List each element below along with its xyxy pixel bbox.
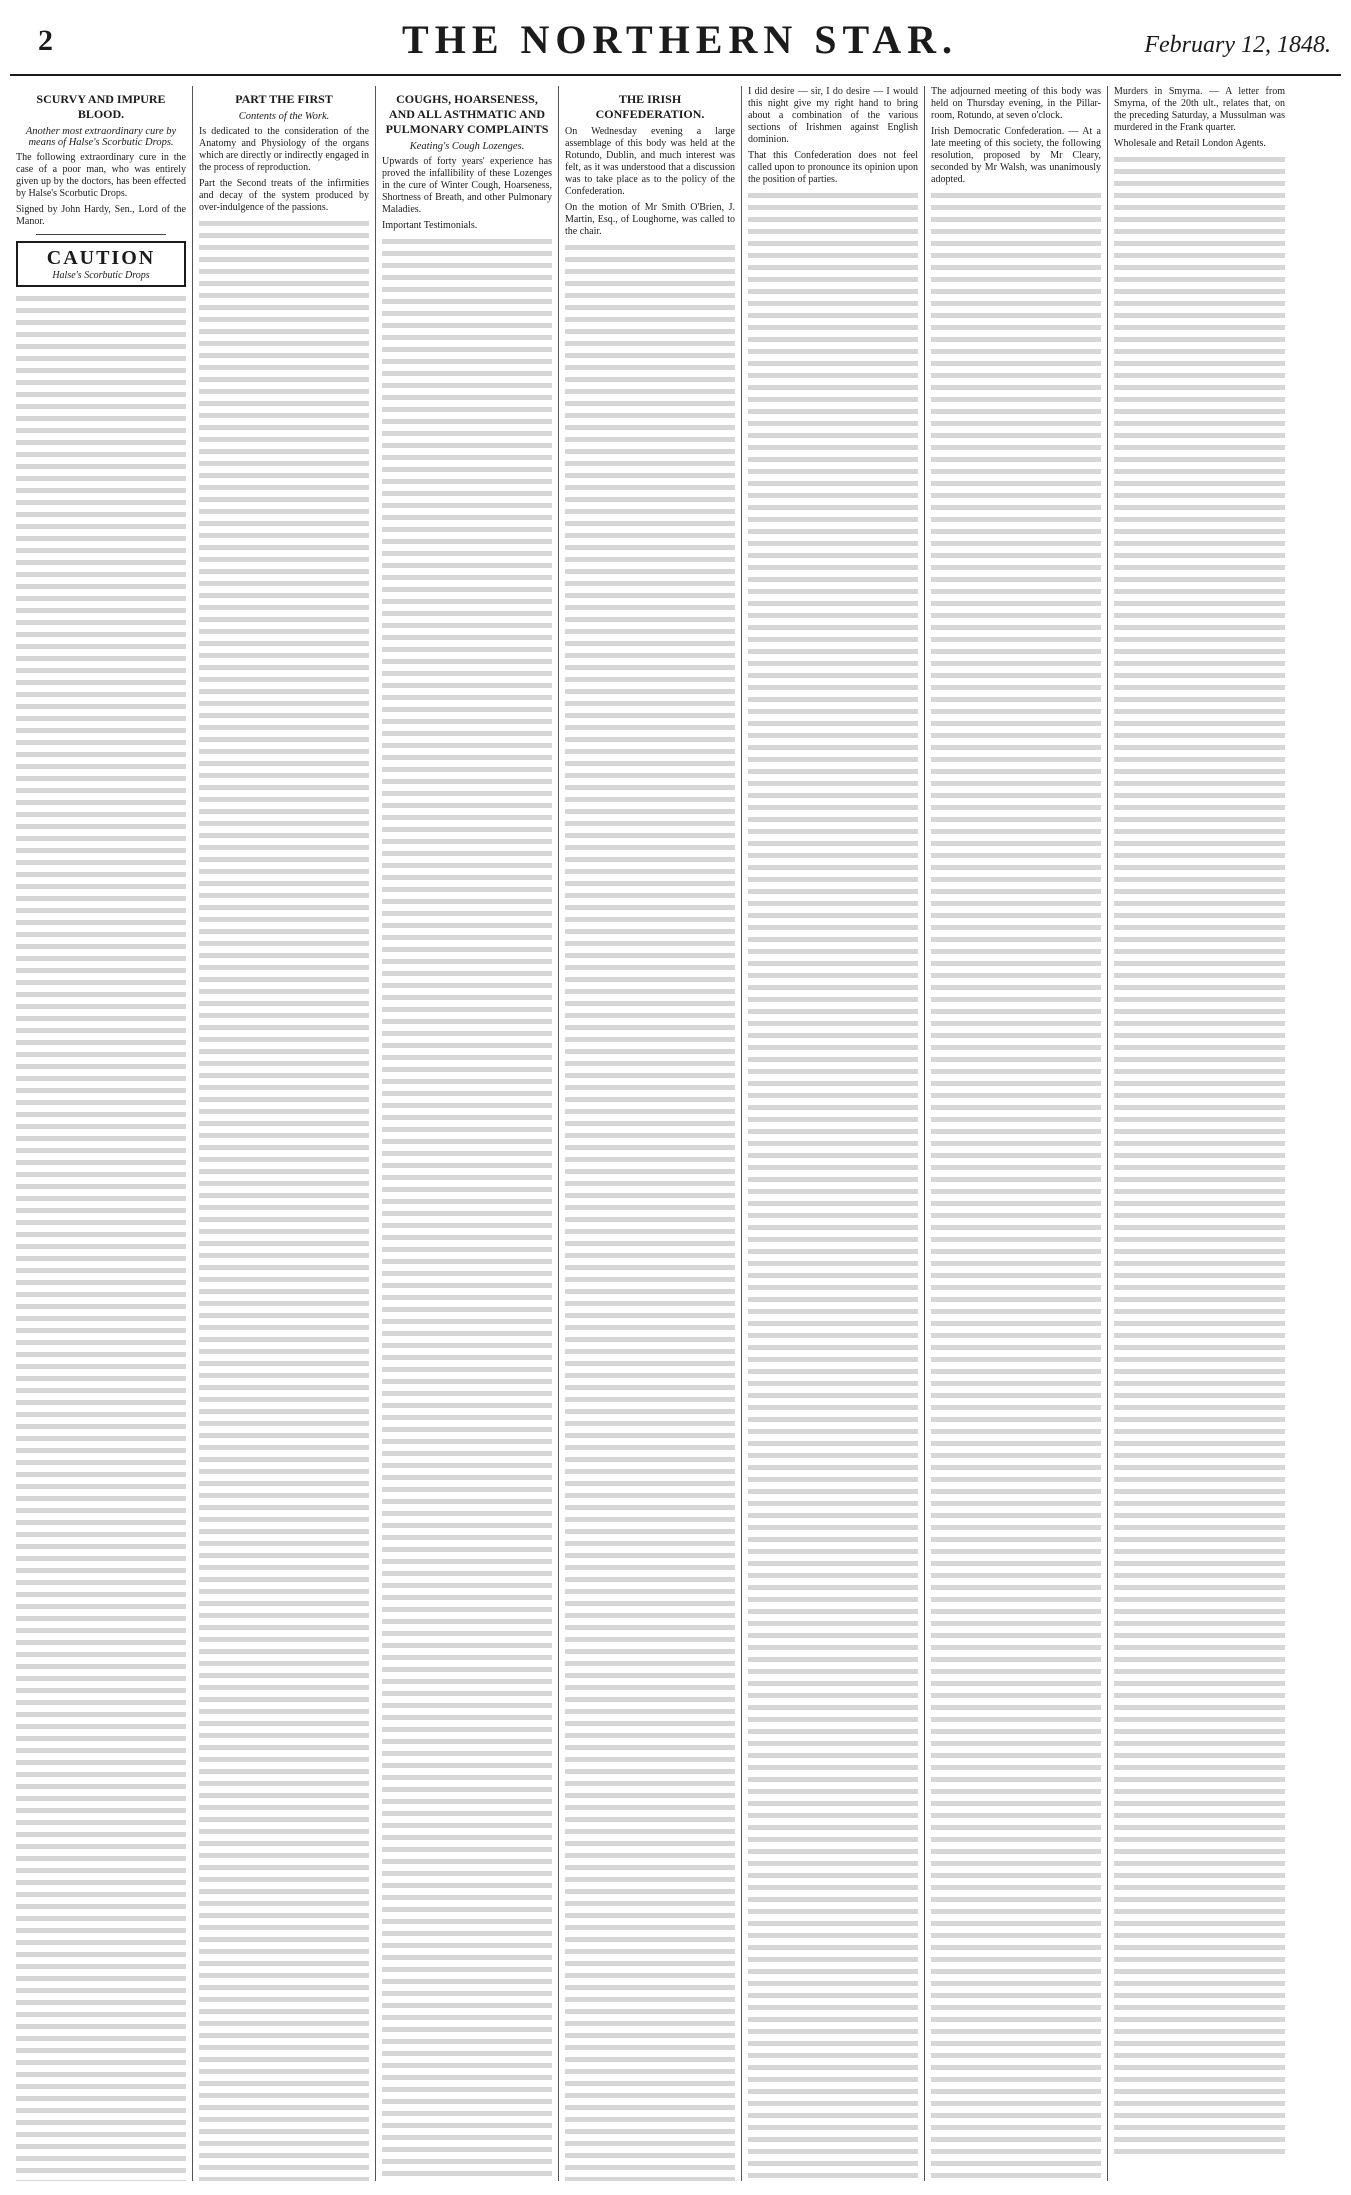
paragraph: I did desire — sir, I do desire — I would this night give my right hand to bring about a combination of the various sections of Irishmen against English dominion.: [748, 86, 918, 145]
text-body: [565, 242, 735, 2181]
paragraph: Part the Second treats of the infirmities and decay of the system produced by over-indulgence of the passions.: [199, 178, 369, 213]
text-body: [382, 236, 552, 2181]
paragraph: Irish Democratic Confederation. — At a late meeting of this society, the following resolution, proposed by Mr Cleary, seconded by Mr Walsh, was unanimously adopted.: [931, 126, 1101, 185]
paragraph: The adjourned meeting of this body was held on Thursday evening, in the Pillar-room, Rotundo, at seven o'clock.: [931, 86, 1101, 121]
text-body: [199, 218, 369, 2181]
column-heading: COUGHS, HOARSENESS, AND ALL ASTHMATIC AND PULMONARY COMPLAINTS: [385, 92, 549, 136]
column-4: [559, 86, 742, 2181]
caution-advert: [16, 241, 186, 287]
column-2: [193, 86, 376, 2181]
paragraph: The following extraordinary cure in the case of a poor man, who was entirely given up by the doctors, has been effected by Halse's Scorbutic Drops.: [16, 152, 186, 199]
columns: [10, 86, 1341, 2181]
text-body: [931, 190, 1101, 2181]
paragraph: Upwards of forty years' experience has proved the infallibility of these Lozenges in the cure of Winter Cough, Hoarseness, Shortness of Breath, and other Pulmonary Maladies.: [382, 156, 552, 215]
caution-label: CAUTION: [46, 247, 156, 269]
column-heading: THE IRISH CONFEDERATION.: [595, 92, 705, 121]
column-5: [742, 86, 925, 2181]
column-heading: SCURVY AND IMPURE BLOOD.: [36, 92, 166, 121]
column-3: [376, 86, 559, 2181]
paragraph: Wholesale and Retail London Agents.: [1114, 138, 1266, 149]
caution-sub: Halse's Scorbutic Drops: [52, 270, 150, 281]
issue-date: February 12, 1848.: [1144, 32, 1331, 58]
paragraph: On the motion of Mr Smith O'Brien, J. Martin, Esq., of Loughorne, was called to the chair.: [565, 202, 735, 237]
paragraph: Murders in Smyrna. — A letter from Smyrna, of the 20th ult., relates that, on the preceding Saturday, a Mussulman was murdered in the Frank quarter.: [1114, 86, 1285, 133]
paragraph: That this Confederation does not feel called upon to pronounce its opinion upon the position of parties.: [748, 150, 918, 185]
column-6: [925, 86, 1108, 2181]
column-subhead: Contents of the Work.: [238, 111, 330, 122]
paragraph: On Wednesday evening a large assemblage of this body was held at the Rotundo, Dublin, and much interest was felt, as it was understood that a discussion was to take place as to the policy of the Confederation.: [565, 126, 735, 197]
masthead: [10, 10, 1341, 76]
paragraph: Signed by John Hardy, Sen., Lord of the Manor.: [16, 204, 186, 227]
column-1: [10, 86, 193, 2181]
paragraph: Important Testimonials.: [382, 220, 478, 231]
page-number: 2: [38, 24, 53, 57]
column-heading: PART THE FIRST: [235, 92, 333, 106]
text-body: [748, 190, 918, 2181]
paragraph: Is dedicated to the consideration of the Anatomy and Physiology of the organs which are directly or indirectly engaged in the process of reproduction.: [199, 126, 369, 173]
column-7: [1108, 86, 1291, 2181]
newspaper-page: [10, 10, 1341, 2185]
text-body: [16, 293, 186, 2181]
column-subhead: Keating's Cough Lozenges.: [409, 141, 525, 152]
text-body: [1114, 154, 1285, 2154]
divider: [36, 234, 166, 235]
column-subhead: Another most extraordinary cure by means of Halse's Scorbutic Drops.: [25, 126, 177, 148]
paper-title: THE NORTHERN STAR.: [402, 17, 958, 62]
